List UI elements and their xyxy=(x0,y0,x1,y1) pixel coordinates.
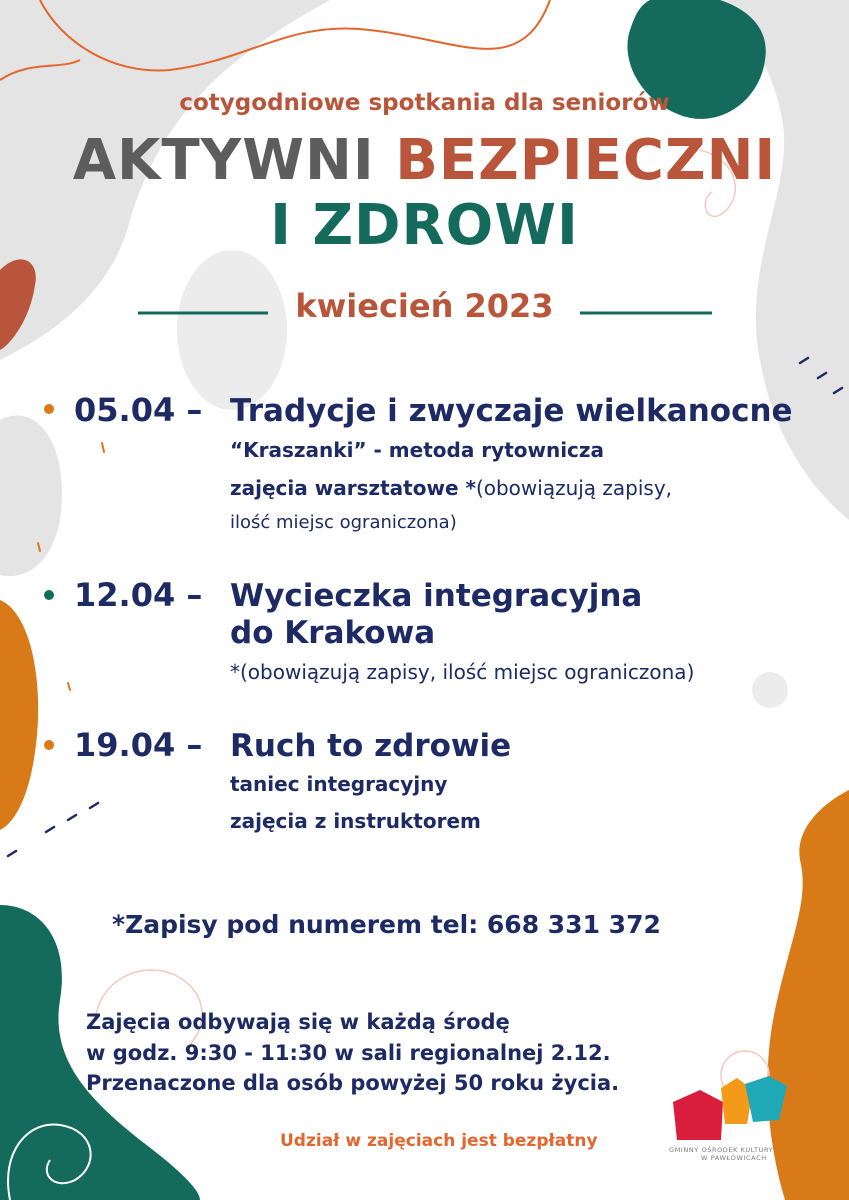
bullet-event-1 xyxy=(44,404,54,414)
dash-marks-left xyxy=(8,803,98,856)
bullet-event-2 xyxy=(44,590,54,600)
info-line-3: Przenaczone dla osób powyżej 50 roku życia. xyxy=(86,1071,620,1095)
event-3-title: Ruch to zdrowie xyxy=(230,728,512,764)
event-1-note xyxy=(230,476,672,500)
dash-marks-bottom-right xyxy=(566,1095,590,1110)
event-3-date: 19.04 – xyxy=(74,726,203,764)
logo-shape-red xyxy=(673,1090,723,1140)
title-word-bezpieczni: BEZPIECZNI xyxy=(395,128,777,193)
event-2-note: *(obowiązują zapisy, ilość miejsc ograniczona) xyxy=(230,660,695,684)
event-1-title: Tradycje i zwyczaje wielkanocne xyxy=(230,393,793,429)
info-line-2: w godz. 9:30 - 11:30 w sali regionalnej 2.12. xyxy=(86,1041,611,1065)
info-line-1: Zajęcia odbywają się w każdą środę xyxy=(86,1010,510,1034)
subtitle: cotygodniowe spotkania dla seniorów xyxy=(179,90,670,116)
gray-blob-left-mid xyxy=(0,416,62,577)
main-title-line2: I ZDROWI xyxy=(270,193,579,258)
event-1-note-rest: (obowiązują zapisy, xyxy=(475,476,673,500)
free-participation-note: Udział w zajęciach jest bezpłatny xyxy=(280,1131,598,1151)
logo-text-line2: W PAWŁOWICACH xyxy=(701,1154,767,1162)
title-word-aktywni: AKTYWNI xyxy=(72,128,375,193)
event-2-title-line2: do Krakowa xyxy=(230,615,436,651)
gok-logo xyxy=(665,1072,795,1162)
logo-shape-teal xyxy=(745,1076,787,1122)
event-1-detail-1: “Kraszanki” - metoda rytownicza xyxy=(230,438,605,462)
gray-oval-center xyxy=(177,250,287,410)
main-title-line1 xyxy=(0,128,849,193)
bullet-event-3 xyxy=(44,740,54,750)
event-3-detail-2: zajęcia z instruktorem xyxy=(230,809,481,833)
event-2-title: Wycieczka integracyjna xyxy=(230,578,643,614)
logo-text-line1: GMINNY OŚRODEK KULTURY xyxy=(669,1146,774,1154)
event-3-detail-1: taniec integracyjny xyxy=(230,772,448,796)
event-2-date: 12.04 – xyxy=(74,576,203,614)
event-1-note-prefix: zajęcia warsztatowe * xyxy=(230,476,476,500)
event-1-date: 05.04 – xyxy=(74,391,203,429)
gray-dot-right xyxy=(752,672,788,708)
orange-blob-left xyxy=(0,600,38,830)
month-label: kwiecień 2023 xyxy=(295,287,554,325)
event-1-note-line2: ilość miejsc ograniczona) xyxy=(230,512,457,533)
registration-phone: *Zapisy pod numerem tel: 668 331 372 xyxy=(112,910,661,939)
